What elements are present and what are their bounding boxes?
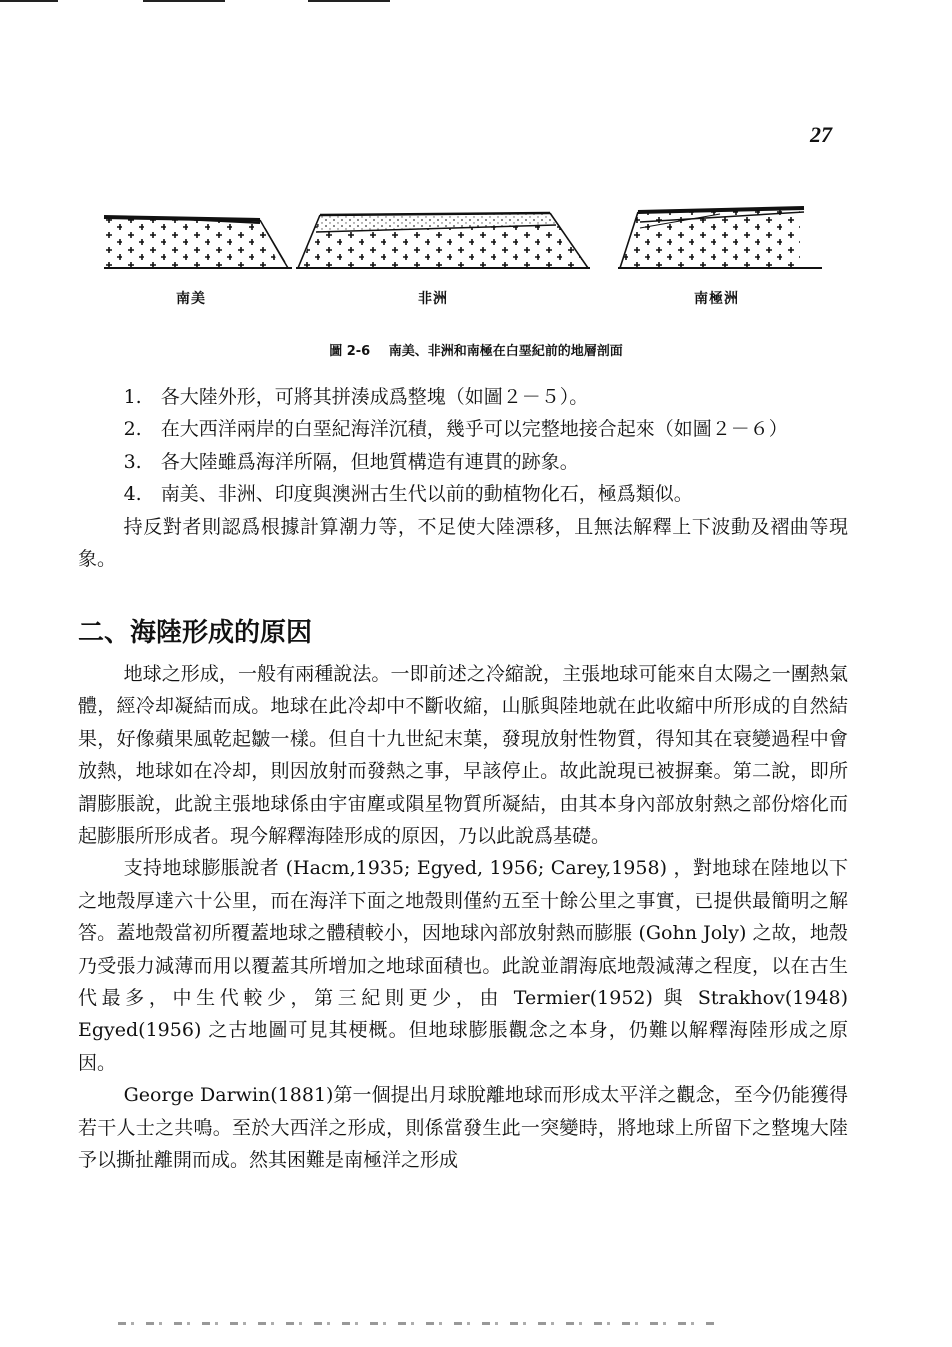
body-text <box>78 658 848 1177</box>
south-america-block <box>104 217 292 268</box>
figure-number: 圖 2-6 <box>329 344 371 359</box>
africa-block <box>296 213 590 268</box>
body-paragraph: 地球之形成，一般有兩種說法。一即前述之冷縮說，主張地球可能來自太陽之一團熱氣體，經冷却凝結而成。地球在此冷却中不斷收縮，山脈與陸地就在此收縮中所形成的自然結果，好像蘋果風乾起皺一樣。但自十九世紀末葉，發現放射性物質，得知其在衰變過程中會放熱，地球如在冷却，則因放射而發熱之事，早該停止。故此說現已被摒棄。第二說，即所謂膨脹說，此說主張地球係由宇宙塵或隕星物質所凝結，由其本身內部放射熱之部份熔化而起膨脹所形成者。現今解釋海陸形成的原因，乃以此說爲基礎。 <box>78 663 848 848</box>
page-number: 27 <box>810 122 832 147</box>
list-item: 3. 各大陸雖爲海洋所隔，但地質構造有連貫的跡象。 <box>123 450 579 473</box>
opposition-paragraph: 持反對者則認爲根據計算潮力等，不足使大陸漂移，且無法解釋上下波動及褶曲等現象。 <box>78 515 848 571</box>
section-heading: 二、海陸形成的原因 <box>78 618 313 648</box>
list-item: 2. 在大西洋兩岸的白堊紀海洋沉積，幾乎可以完整地接合起來（如圖２－６） <box>123 418 788 441</box>
figure-caption <box>0 340 952 359</box>
top-rule-1 <box>0 0 58 2</box>
evidence-list <box>78 381 848 575</box>
list-item: 1. 各大陸外形，可將其拼湊成爲整塊（如圖２－５）。 <box>123 386 589 408</box>
antarctica-block <box>618 208 822 268</box>
body-paragraph: 支持地球膨脹說者 (Hacm,1935; Egyed, 1956; Carey,1958) ，對地球在陸地以下之地殼厚達六十公里，而在海洋下面之地殼則僅約五至十餘公里之事實，已提供最簡明之解答。蓋地殼當初所覆蓋地球之體積較小，因地球內部放射熱而膨脹 (Gohn Joly) 之故，地殼乃受張力減薄而用以覆蓋其所增加之地球面積也。此說並謂海底地殼減薄之程度，以在古生代最多，中生代較少，第三紀則更少，由 Termier(1952) 與 Strakhov(1948) Egyed(1956) 之古地圖可見其梗概。但地球膨脹觀念之本身，仍難以解釋海陸形成之原因。 <box>78 857 848 1074</box>
figure-label-africa: 非洲 <box>418 291 448 307</box>
figure-label-south-america: 南美 <box>176 291 206 307</box>
scan-artifact-line <box>118 1322 718 1325</box>
figure-caption-text: 南美、非洲和南極在白堊紀前的地層剖面 <box>388 344 623 359</box>
body-paragraph: George Darwin(1881)第一個提出月球脫離地球而形成太平洋之觀念，至今仍能獲得若干人士之共鳴。至於大西洋之形成，則係當發生此一突變時，將地球上所留下之整塊大陸予以撕扯離開而成。然其困難是南極洋之形成 <box>78 1084 848 1172</box>
list-item: 4. 南美、非洲、印度與澳洲古生代以前的動植物化石，極爲類似。 <box>123 483 693 506</box>
top-rule-2 <box>143 0 225 2</box>
figure-label-antarctica: 南極洲 <box>694 291 739 307</box>
top-rule-3 <box>308 0 390 2</box>
